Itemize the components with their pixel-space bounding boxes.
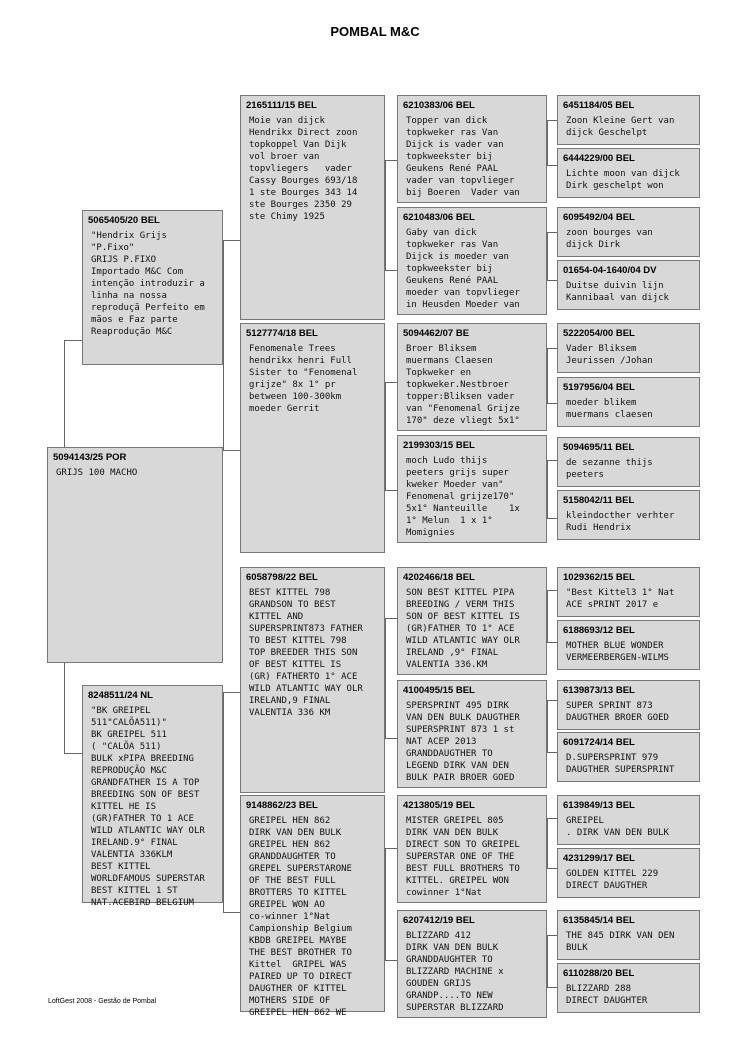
description: Gaby van dick topkweker ras Van Dijck is moeder van topkweekster bij Geukens René PAAL moeder van topvlieger in Heusden Moeder van xyxy=(406,228,520,310)
description: Lichte moon van dijck Dirk geschelpt won xyxy=(566,169,680,191)
ring-number: 6207412/19 BEL xyxy=(403,915,475,926)
ring-number: 5094143/25 POR xyxy=(53,452,127,463)
ring-number: 4213805/19 BEL xyxy=(403,800,475,811)
description: Vader Bliksem Jeurissen /Johan xyxy=(566,344,653,366)
description: GREIPEL . DIRK VAN DEN BULK xyxy=(566,816,669,838)
description: THE 845 DIRK VAN DEN BULK xyxy=(566,931,675,953)
description: "BK GREIPEL 511"CALÕA511)" BK GREIPEL 511 ( "CALÕA 511) BULK xPIPA BREEDING REPRODUÇÃO M&C GRANDFATHER IS A TOP BREEDING SON OF BEST KITTEL HE IS (GR)FATHER TO 1 ACE WILD ATLANTIC WAY OLR IRELAND.9° FINAL VALENTIA 336KLM BEST KITTEL WORLDFAMOUS SUPERSTAR BEST KITTEL 1 ST NAT.ACEBIRD BELGIUM xyxy=(91,706,205,908)
pedigree-sss[interactable] xyxy=(397,95,547,203)
pedigree-dam[interactable] xyxy=(82,685,223,908)
description: Moie van dijck Hendrikx Direct zoon topkoppel Van Dijk vol broer van topvliegers vader Cassy Bourges 693/18 1 ste Bourges 343 14 ste Bourges 2350 29 ste Chimy 1925 xyxy=(249,116,358,222)
pedigree-g5-14[interactable] xyxy=(557,848,700,898)
description: zoon bourges van dijck Dirk xyxy=(566,228,653,250)
footer-credit: LoftGest 2008 - Gestão de Pombal xyxy=(48,998,157,1005)
ring-number: 4100495/15 BEL xyxy=(403,685,475,696)
ring-number: 2199303/15 BEL xyxy=(403,440,475,451)
pedigree-g5-12[interactable] xyxy=(557,732,700,782)
ring-number: 5065405/20 BEL xyxy=(88,215,160,226)
pedigree-g5-4[interactable] xyxy=(557,260,700,310)
description: moch Ludo thijs peeters grijs super kweker Moeder van" Fenomenal grijze170" 5x1° Nanteuille 1x 1° Melun 1 x 1° Momignies xyxy=(406,456,520,538)
description: SPERSPRINT 495 DIRK VAN DEN BULK DAUGTHER SUPERSPRINT 873 1 st NAT ACEP 2013 GRANDDAUGTHER TO LEGEND DIRK VAN DEN BULK PAIR BROER GOED xyxy=(406,701,520,783)
ring-number: 6110288/20 BEL xyxy=(563,968,635,979)
ring-number: 6210383/06 BEL xyxy=(403,100,475,111)
description: GREIPEL HEN 862 DIRK VAN DEN BULK GREIPEL HEN 862 GRANDDAUGHTER TO GREPEL SUPERSTARONE OF THE BEST FULL BROTTERS TO KITTEL GREIPEL WON AO co-winner 1°Nat Campionship Belgium KBDB GREIPEL MAYBE THE BEST BROTHER TO Kittel GRIPEL WAS PAIRED UP TO DIRECT DAUGTHER OF KITTEL MOTHERS SIDE OF GREIPEL HEN 862 WE xyxy=(249,816,352,1018)
pedigree-sds[interactable] xyxy=(397,323,547,431)
description: GRIJS 100 MACHO xyxy=(56,468,138,478)
pedigree-dam-dam[interactable] xyxy=(240,795,385,1018)
pedigree-root[interactable] xyxy=(47,447,223,663)
pedigree-g5-11[interactable] xyxy=(557,680,700,730)
description: Topper van dick topkweker ras Van Dijck is vader van topkweekster bij Geukens René PAAL vader van topvlieger bij Boeren Vader van xyxy=(406,116,520,198)
description: SUPER SPRINT 873 DAUGTHER BROER GOED xyxy=(566,701,669,723)
pedigree-sdd[interactable] xyxy=(397,435,547,543)
ring-number: 5127774/18 BEL xyxy=(246,328,318,339)
ring-number: 6139849/13 BEL xyxy=(563,800,635,811)
pedigree-g5-8[interactable] xyxy=(557,490,700,540)
pedigree-g5-7[interactable] xyxy=(557,437,700,487)
pedigree-dds[interactable] xyxy=(397,795,547,903)
ring-number: 6135845/14 BEL xyxy=(563,915,635,926)
ring-number: 6188693/12 BEL xyxy=(563,625,635,636)
ring-number: 5094695/11 BEL xyxy=(563,442,635,453)
pedigree-sire-sire[interactable] xyxy=(240,95,385,320)
pedigree-sire-dam[interactable] xyxy=(240,323,385,553)
ring-number: 6091724/14 BEL xyxy=(563,737,635,748)
ring-number: 8248511/24 NL xyxy=(88,690,153,701)
pedigree-g5-5[interactable] xyxy=(557,323,700,373)
description: Duitse duivin lijn Kannibaal van dijck xyxy=(566,281,669,303)
description: "Hendrix Grijs "P.Fixo" GRIJS P.FIXO Importado M&C Com intenção introduzir a linha na nossa reproduçã Perfeito em mãos e Faz parte Reaprodução M&C xyxy=(91,231,205,337)
ring-number: 4231299/17 BEL xyxy=(563,853,635,864)
pedigree-g5-3[interactable] xyxy=(557,207,700,257)
pedigree-g5-9[interactable] xyxy=(557,567,700,617)
description: Zoon Kleine Gert van dijck Geschelpt xyxy=(566,116,675,138)
description: D.SUPERSPRINT 979 DAUGTHER SUPERSPRINT xyxy=(566,753,675,775)
page-title: POMBAL M&C xyxy=(330,24,420,39)
description: BLIZZARD 412 DIRK VAN DEN BULK GRANDDAUGHTER TO BLIZZARD MACHINE x GOUDEN GRIJS GRANDP....TO NEW SUPERSTAR BLIZZARD xyxy=(406,931,504,1013)
pedigree-g5-13[interactable] xyxy=(557,795,700,845)
ring-number: 5094462/07 BE xyxy=(403,328,470,339)
ring-number: 4202466/18 BEL xyxy=(403,572,475,583)
description: kleindocther verhter Rudi Hendrix xyxy=(566,511,675,533)
description: MISTER GREIPEL 805 DIRK VAN DEN BULK DIRECT SON TO GREIPEL SUPERSTAR ONE OF THE BEST FULL BROTHERS TO KITTEL. GREIPEL WON cowinner 1°Nat xyxy=(406,816,520,898)
pedigree-dam-sire[interactable] xyxy=(240,567,385,793)
ring-number: 6139873/13 BEL xyxy=(563,685,635,696)
description: Fenomenale Trees hendrikx henri Full Sister to "Fenomenal grijze" 8x 1° pr between 100-300km moeder Gerrit xyxy=(249,344,358,414)
pedigree-g5-16[interactable] xyxy=(557,963,700,1013)
pedigree-g5-6[interactable] xyxy=(557,377,700,427)
description: BEST KITTEL 798 GRANDSON TO BEST KITTEL AND SUPERSPRINT873 FATHER TO BEST KITTEL 798 TOP BREEDER THIS SON OF BEST KITTEL IS (GR) FATHERTO 1° ACE WILD ATLANTIC WAY OLR IRELAND,9 FINAL VALENTIA 336 KM xyxy=(249,588,363,718)
description: moeder blikem muermans claesen xyxy=(566,398,653,420)
pedigree-dss[interactable] xyxy=(397,567,547,675)
ring-number: 5197956/04 BEL xyxy=(563,382,635,393)
description: Broer Bliksem muermans Claesen Topkweker en topkweker.Nestbroer topper:Bliksen vader van "Fenomenal Grijze 170" deze vliegt 5x1° xyxy=(406,344,520,426)
pedigree-g5-15[interactable] xyxy=(557,910,700,960)
ring-number: 6095492/04 BEL xyxy=(563,212,635,223)
ring-number: 6451184/05 BEL xyxy=(563,100,635,111)
ring-number: 5222054/00 BEL xyxy=(563,328,635,339)
pedigree-ssd[interactable] xyxy=(397,207,547,315)
ring-number: 01654-04-1640/04 DV xyxy=(563,265,657,276)
pedigree-ddd[interactable] xyxy=(397,910,547,1018)
ring-number: 6210483/06 BEL xyxy=(403,212,475,223)
ring-number: 5158042/11 BEL xyxy=(563,495,635,506)
ring-number: 9148862/23 BEL xyxy=(246,800,318,811)
description: de sezanne thijs peeters xyxy=(566,458,653,480)
ring-number: 1029362/15 BEL xyxy=(563,572,635,583)
ring-number: 2165111/15 BEL xyxy=(246,100,317,111)
ring-number: 6058798/22 BEL xyxy=(246,572,318,583)
pedigree-g5-10[interactable] xyxy=(557,620,700,670)
pedigree-sire[interactable] xyxy=(82,210,223,365)
description: GOLDEN KITTEL 229 DIRECT DAUGTHER xyxy=(566,869,659,891)
ring-number: 6444229/00 BEL xyxy=(563,153,635,164)
description: BLIZZARD 288 DIRECT DAUGHTER xyxy=(566,984,648,1006)
pedigree-g5-2[interactable] xyxy=(557,148,700,198)
pedigree-g5-1[interactable] xyxy=(557,95,700,145)
description: MOTHER BLUE WONDER VERMEERBERGEN-WILMS xyxy=(566,641,669,663)
description: SON BEST KITTEL PIPA BREEDING / VERM THIS SON OF BEST KITTEL IS (GR)FATHER TO 1° ACE WILD ATLANTIC WAY OLR IRELAND ,9° FINAL VALENTIA 336.KM xyxy=(406,588,520,670)
description: "Best Kittel3 1° Nat ACE sPRINT 2017 e xyxy=(566,588,675,610)
pedigree-dsd[interactable] xyxy=(397,680,547,788)
